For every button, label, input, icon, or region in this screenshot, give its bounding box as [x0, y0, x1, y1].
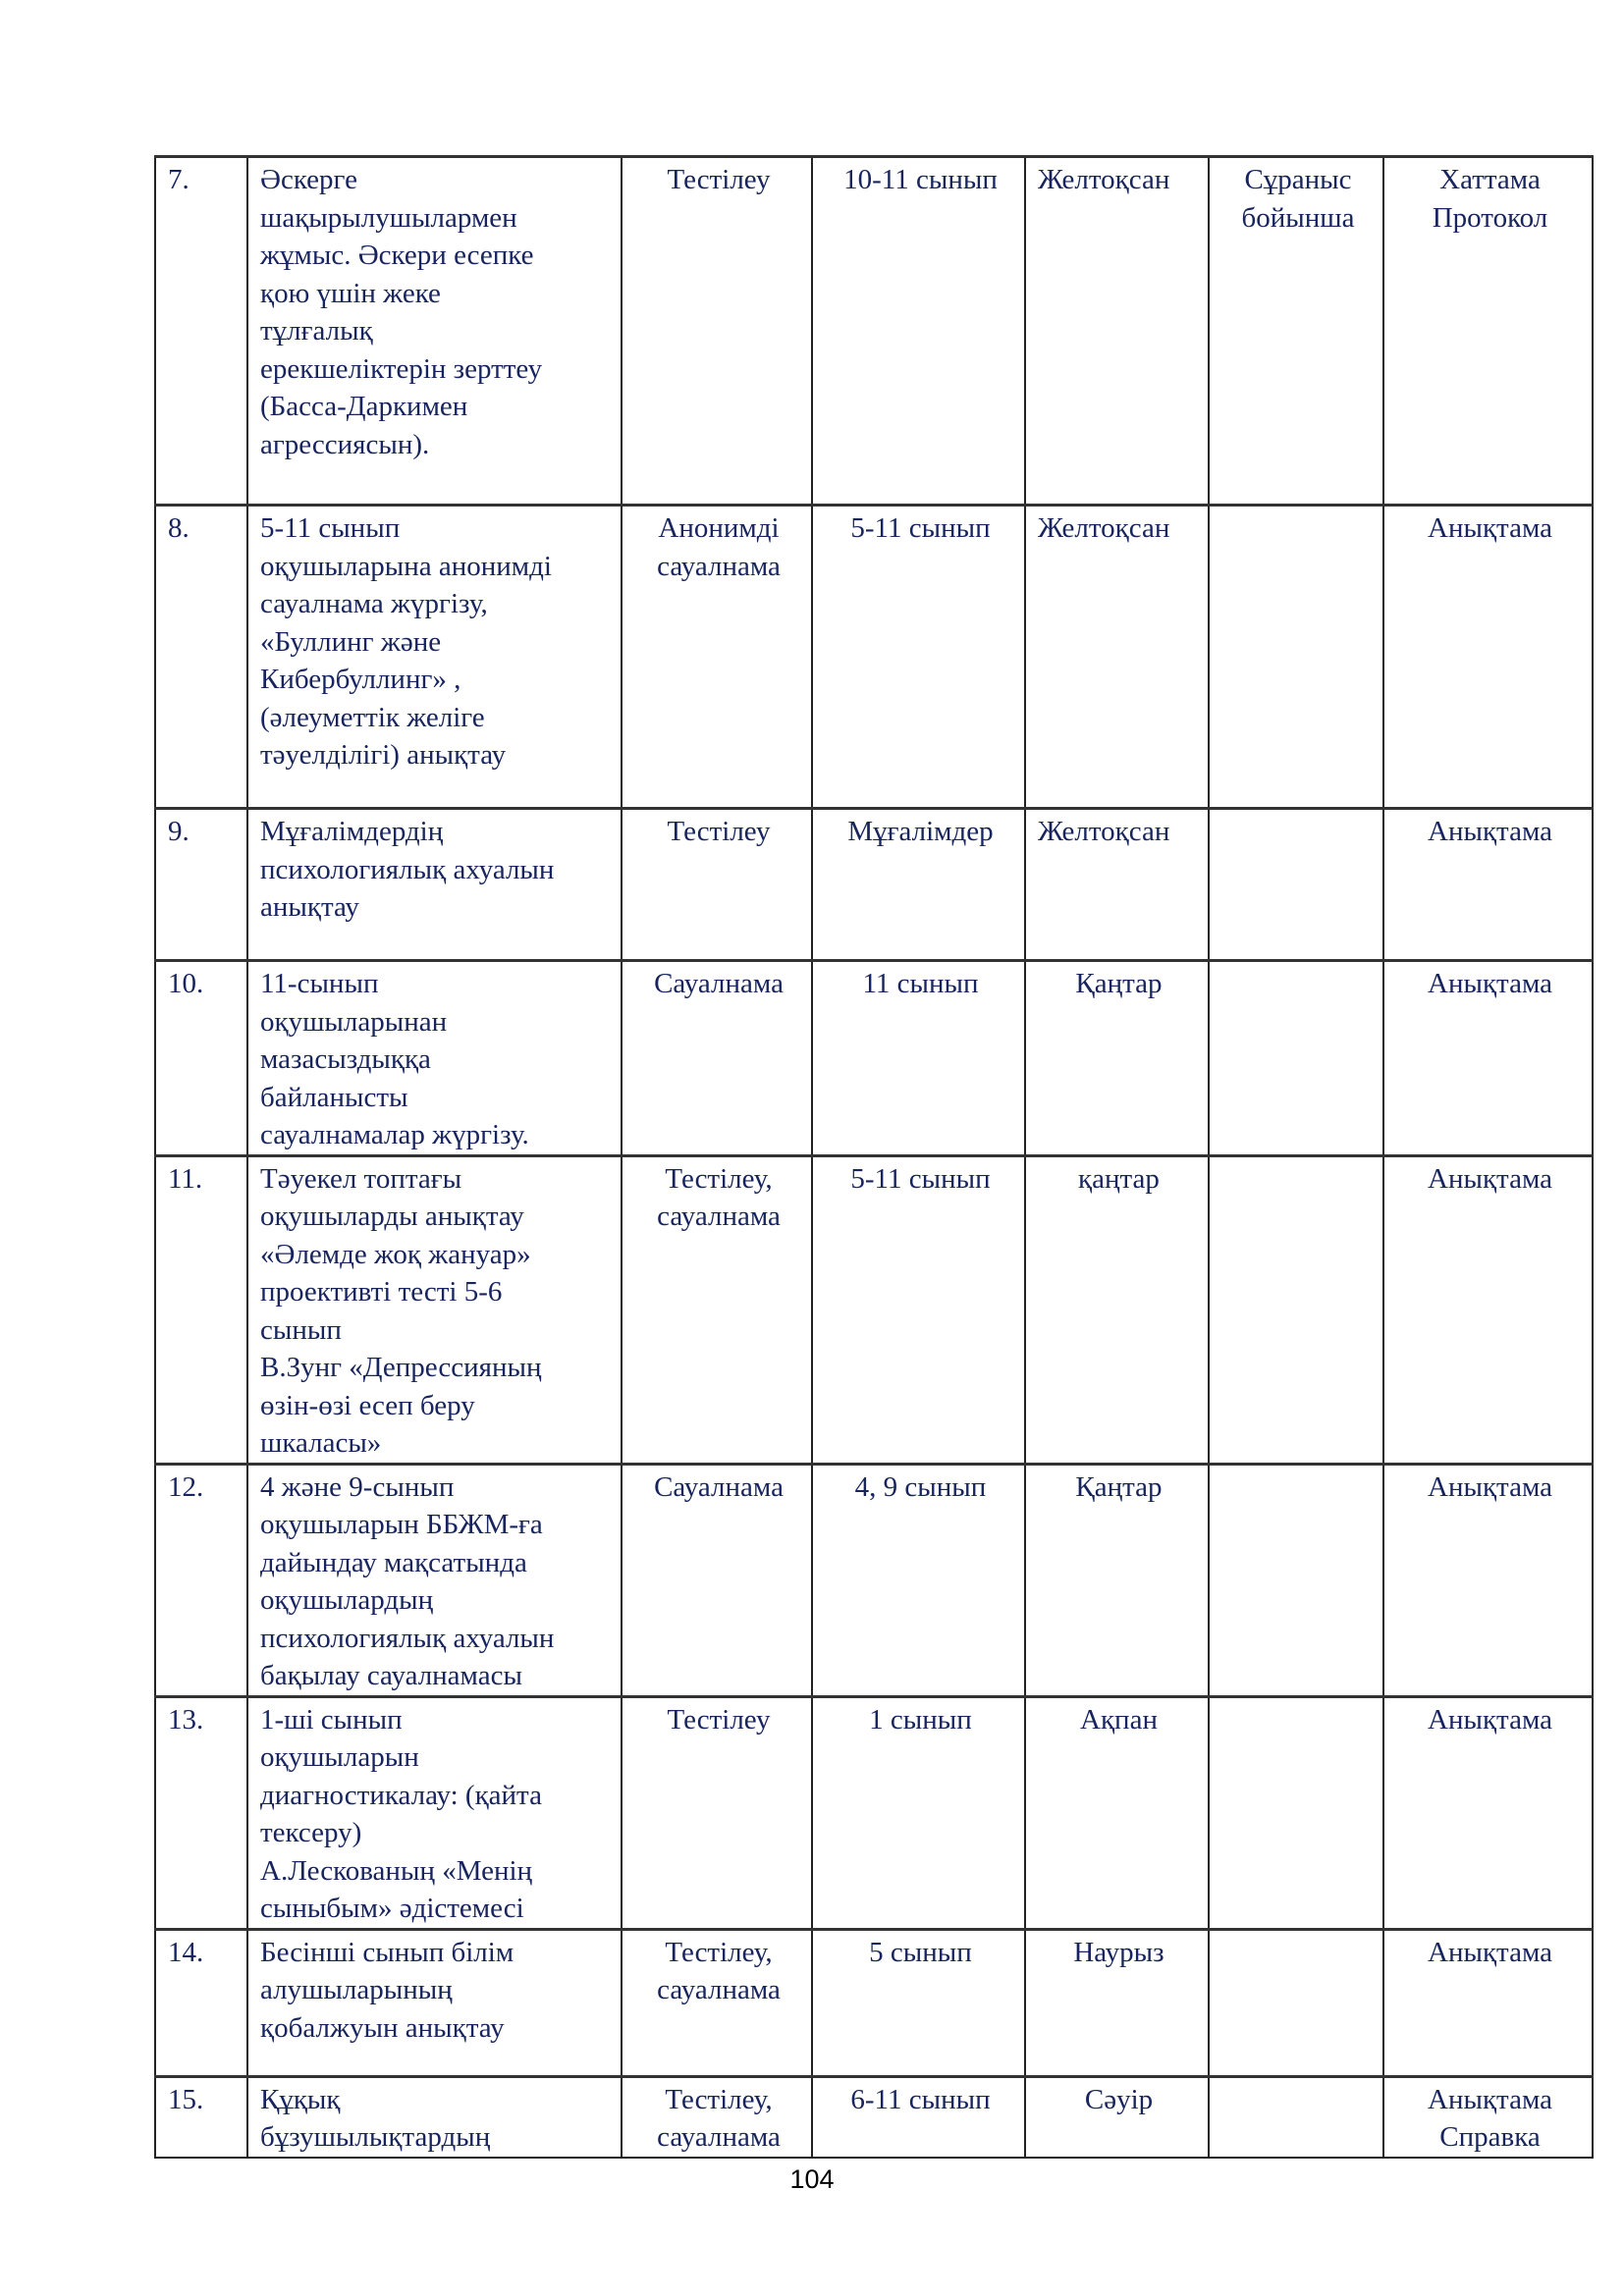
cell-form-line: Сауалнама — [654, 968, 784, 999]
cell-month-line: Желтоқсан — [1038, 164, 1170, 195]
cell-description-line: оқушыларын — [260, 1741, 419, 1773]
cell-participants-line: 1 сынып — [869, 1703, 972, 1735]
cell-form-line: сауалнама — [657, 1974, 781, 2005]
cell-description-line: Әскерге — [260, 164, 357, 195]
cell-description-line: қобалжуын анықтау — [260, 2011, 505, 2044]
cell-description-line: психологиялық ахуалын — [260, 1622, 555, 1654]
cell-result-line: Хаттама — [1439, 164, 1541, 195]
cell-participants — [812, 961, 1025, 1156]
cell-result — [1383, 1696, 1593, 1929]
cell-participants — [812, 157, 1025, 506]
cell-number: 12. — [155, 1464, 247, 1696]
cell-result-line: Протокол — [1432, 201, 1548, 234]
cell-participants-line: 5-11 сынып — [850, 512, 991, 544]
cell-month — [1025, 1929, 1209, 2076]
cell-form-line: сауалнама — [657, 1201, 781, 1232]
cell-number: 13. — [155, 1696, 247, 1929]
cell-participants-line: 5 сынып — [869, 1936, 972, 1968]
cell-description-line: (Басса-Даркимен — [260, 391, 468, 422]
cell-form — [622, 1696, 812, 1929]
cell-participants-line: 10-11 сынып — [843, 164, 998, 195]
cell-month — [1025, 1464, 1209, 1696]
cell-form-line: Сауалнама — [654, 1470, 784, 1503]
table-row — [155, 2076, 1593, 2158]
cell-form-line: Тестілеу, — [665, 2083, 773, 2115]
cell-description-line: В.Зунг «Депрессияның — [260, 1352, 542, 1383]
cell-participants — [812, 506, 1025, 809]
cell-result-line: Анықтама — [1428, 1703, 1552, 1735]
cell-description — [247, 1464, 622, 1696]
cell-form-line: Тестілеу — [667, 164, 771, 195]
cell-result-line: Анықтама — [1428, 1470, 1552, 1503]
cell-responsible — [1209, 1929, 1383, 2076]
cell-participants-line: Мұғалімдер — [847, 816, 994, 847]
page-number: 104 — [789, 2164, 835, 2194]
cell-responsible — [1209, 2076, 1383, 2158]
table-row — [155, 1696, 1593, 1929]
cell-description-line: сыныбым» әдістемесі — [260, 1893, 524, 1924]
cell-participants — [812, 1155, 1025, 1464]
cell-month-line: Желтоқсан — [1038, 816, 1170, 847]
cell-participants — [812, 809, 1025, 961]
cell-form-line: Тестілеу — [667, 816, 771, 847]
cell-description-line: Мұғалімдердің — [260, 816, 444, 847]
cell-description — [247, 1696, 622, 1929]
cell-form — [622, 1929, 812, 2076]
cell-description-line: А.Лескованың «Менің — [260, 1854, 533, 1887]
cell-description — [247, 506, 622, 809]
cell-responsible-line: Сұраныс — [1244, 164, 1352, 195]
cell-result — [1383, 1464, 1593, 1696]
cell-result — [1383, 809, 1593, 961]
cell-description-line: тексеру) — [260, 1817, 362, 1848]
cell-result — [1383, 961, 1593, 1156]
cell-description-line: оқушылардың — [260, 1584, 434, 1616]
cell-form — [622, 961, 812, 1156]
cell-participants-line: 11 сынып — [862, 968, 979, 999]
cell-description-line: ерекшеліктерін зерттеу — [260, 352, 543, 385]
table-row — [155, 157, 1593, 506]
cell-number: 7. — [155, 157, 247, 506]
cell-description-line: алушыларының — [260, 1974, 453, 2005]
work-plan-table — [154, 155, 1594, 2159]
cell-description-line: сауалнама жүргізу, — [260, 588, 488, 619]
cell-month — [1025, 1155, 1209, 1464]
cell-description-line: 11-сынып — [260, 968, 379, 999]
cell-description-line: «Әлемде жоқ жануар» — [260, 1238, 531, 1270]
cell-responsible — [1209, 1464, 1383, 1696]
cell-result — [1383, 1155, 1593, 1464]
cell-form-line: сауалнама — [657, 2121, 781, 2153]
cell-month-line: Қаңтар — [1075, 1470, 1163, 1503]
cell-description — [247, 1155, 622, 1464]
cell-description-line: сынып — [260, 1313, 342, 1346]
cell-month — [1025, 1696, 1209, 1929]
table-row — [155, 1464, 1593, 1696]
cell-responsible — [1209, 1696, 1383, 1929]
cell-month-line: Наурыз — [1073, 1936, 1164, 1968]
cell-description-line: мазасыздыққа — [260, 1043, 431, 1075]
cell-result — [1383, 157, 1593, 506]
cell-description-line: (әлеуметтік желіге — [260, 701, 485, 733]
cell-form-line: Тестілеу, — [665, 1162, 773, 1195]
cell-responsible — [1209, 157, 1383, 506]
cell-description-line: 4 және 9-сынып — [260, 1470, 455, 1503]
cell-description-line: проективті тесті 5-6 — [260, 1276, 503, 1308]
cell-responsible — [1209, 809, 1383, 961]
cell-responsible — [1209, 961, 1383, 1156]
cell-description-line: оқушыларды анықтау — [260, 1201, 524, 1232]
cell-number: 11. — [155, 1155, 247, 1464]
table-body — [155, 157, 1593, 2158]
cell-description-line: сауалнамалар жүргізу. — [260, 1119, 529, 1150]
cell-description-line: Бесінші сынып білім — [260, 1936, 514, 1968]
cell-description — [247, 809, 622, 961]
cell-description-line: шақырылушылармен — [260, 201, 517, 234]
cell-month — [1025, 2076, 1209, 2158]
cell-description-line: оқушыларына анонимді — [260, 550, 552, 582]
cell-description — [247, 2076, 622, 2158]
table-row — [155, 1929, 1593, 2076]
cell-participants — [812, 1464, 1025, 1696]
cell-description-line: шкаласы» — [260, 1427, 382, 1459]
cell-form-line: Тестілеу, — [665, 1936, 773, 1968]
cell-participants — [812, 2076, 1025, 2158]
cell-description-line: оқушыларынан — [260, 1005, 448, 1038]
cell-description-line: байланысты — [260, 1081, 408, 1113]
cell-form — [622, 1155, 812, 1464]
cell-description-line: Құқық — [260, 2083, 341, 2115]
cell-month — [1025, 157, 1209, 506]
cell-result — [1383, 2076, 1593, 2158]
table-row — [155, 506, 1593, 809]
cell-result — [1383, 506, 1593, 809]
cell-form-line: сауалнама — [657, 550, 781, 582]
cell-month — [1025, 809, 1209, 961]
cell-result — [1383, 1929, 1593, 2076]
cell-responsible-line: бойынша — [1241, 201, 1355, 234]
cell-description-line: Тәуекел топтағы — [260, 1162, 462, 1195]
cell-form — [622, 157, 812, 506]
cell-description-line: агрессиясын). — [260, 428, 430, 460]
cell-month-line: Сәуір — [1084, 2083, 1154, 2115]
cell-month-line: Ақпан — [1080, 1703, 1158, 1735]
cell-description — [247, 157, 622, 506]
cell-number: 10. — [155, 961, 247, 1156]
cell-number: 9. — [155, 809, 247, 961]
cell-month-line: қаңтар — [1078, 1162, 1160, 1195]
cell-description — [247, 1929, 622, 2076]
cell-form-line: Анонимді — [658, 512, 780, 544]
cell-description-line: оқушыларын ББЖМ-ға — [260, 1509, 543, 1540]
cell-participants-line: 6-11 сынып — [850, 2083, 991, 2115]
cell-participants-line: 4, 9 сынып — [854, 1470, 987, 1503]
cell-number: 14. — [155, 1929, 247, 2076]
cell-form — [622, 2076, 812, 2158]
cell-month — [1025, 961, 1209, 1156]
cell-result-line: Анықтама — [1428, 816, 1552, 847]
cell-description-line: қою үшін жеке — [260, 277, 441, 309]
cell-participants-line: 5-11 сынып — [850, 1162, 991, 1195]
cell-result-line: Справка — [1439, 2121, 1541, 2153]
cell-description-line: бұзушылықтардың — [260, 2121, 491, 2153]
table-row — [155, 809, 1593, 961]
cell-result-line: Анықтама — [1428, 512, 1552, 544]
cell-result-line: Анықтама — [1428, 1162, 1552, 1195]
cell-month — [1025, 506, 1209, 809]
table-row — [155, 1155, 1593, 1464]
cell-description-line: Кибербуллинг» , — [260, 664, 461, 695]
cell-result-line: Анықтама — [1428, 1936, 1552, 1968]
cell-number: 8. — [155, 506, 247, 809]
cell-description-line: психологиялық ахуалын — [260, 853, 555, 885]
cell-description-line: бақылау сауалнамасы — [260, 1660, 522, 1691]
cell-form-line: Тестілеу — [667, 1703, 771, 1735]
cell-participants — [812, 1929, 1025, 2076]
cell-description-line: тәуелділігі) анықтау — [260, 739, 507, 771]
cell-description — [247, 961, 622, 1156]
cell-number: 15. — [155, 2076, 247, 2158]
cell-responsible — [1209, 1155, 1383, 1464]
cell-description-line: 5-11 сынып — [260, 512, 401, 544]
cell-participants — [812, 1696, 1025, 1929]
cell-month-line: Желтоқсан — [1038, 512, 1170, 544]
cell-description-line: 1-ші сынып — [260, 1703, 403, 1735]
cell-month-line: Қаңтар — [1075, 968, 1163, 999]
cell-description-line: тұлғалық — [260, 315, 373, 347]
cell-form — [622, 809, 812, 961]
cell-result-line: Анықтама — [1428, 2083, 1552, 2115]
cell-form — [622, 506, 812, 809]
cell-description-line: диагностикалау: (қайта — [260, 1779, 542, 1811]
cell-result-line: Анықтама — [1428, 968, 1552, 999]
cell-description-line: жұмыс. Әскери есепке — [260, 240, 534, 271]
cell-description-line: «Буллинг және — [260, 625, 442, 658]
cell-form — [622, 1464, 812, 1696]
cell-responsible — [1209, 506, 1383, 809]
cell-description-line: дайындау мақсатында — [260, 1546, 527, 1578]
cell-description-line: өзін-өзі есеп беру — [260, 1389, 475, 1421]
table-row — [155, 961, 1593, 1156]
cell-description-line: анықтау — [260, 891, 359, 923]
